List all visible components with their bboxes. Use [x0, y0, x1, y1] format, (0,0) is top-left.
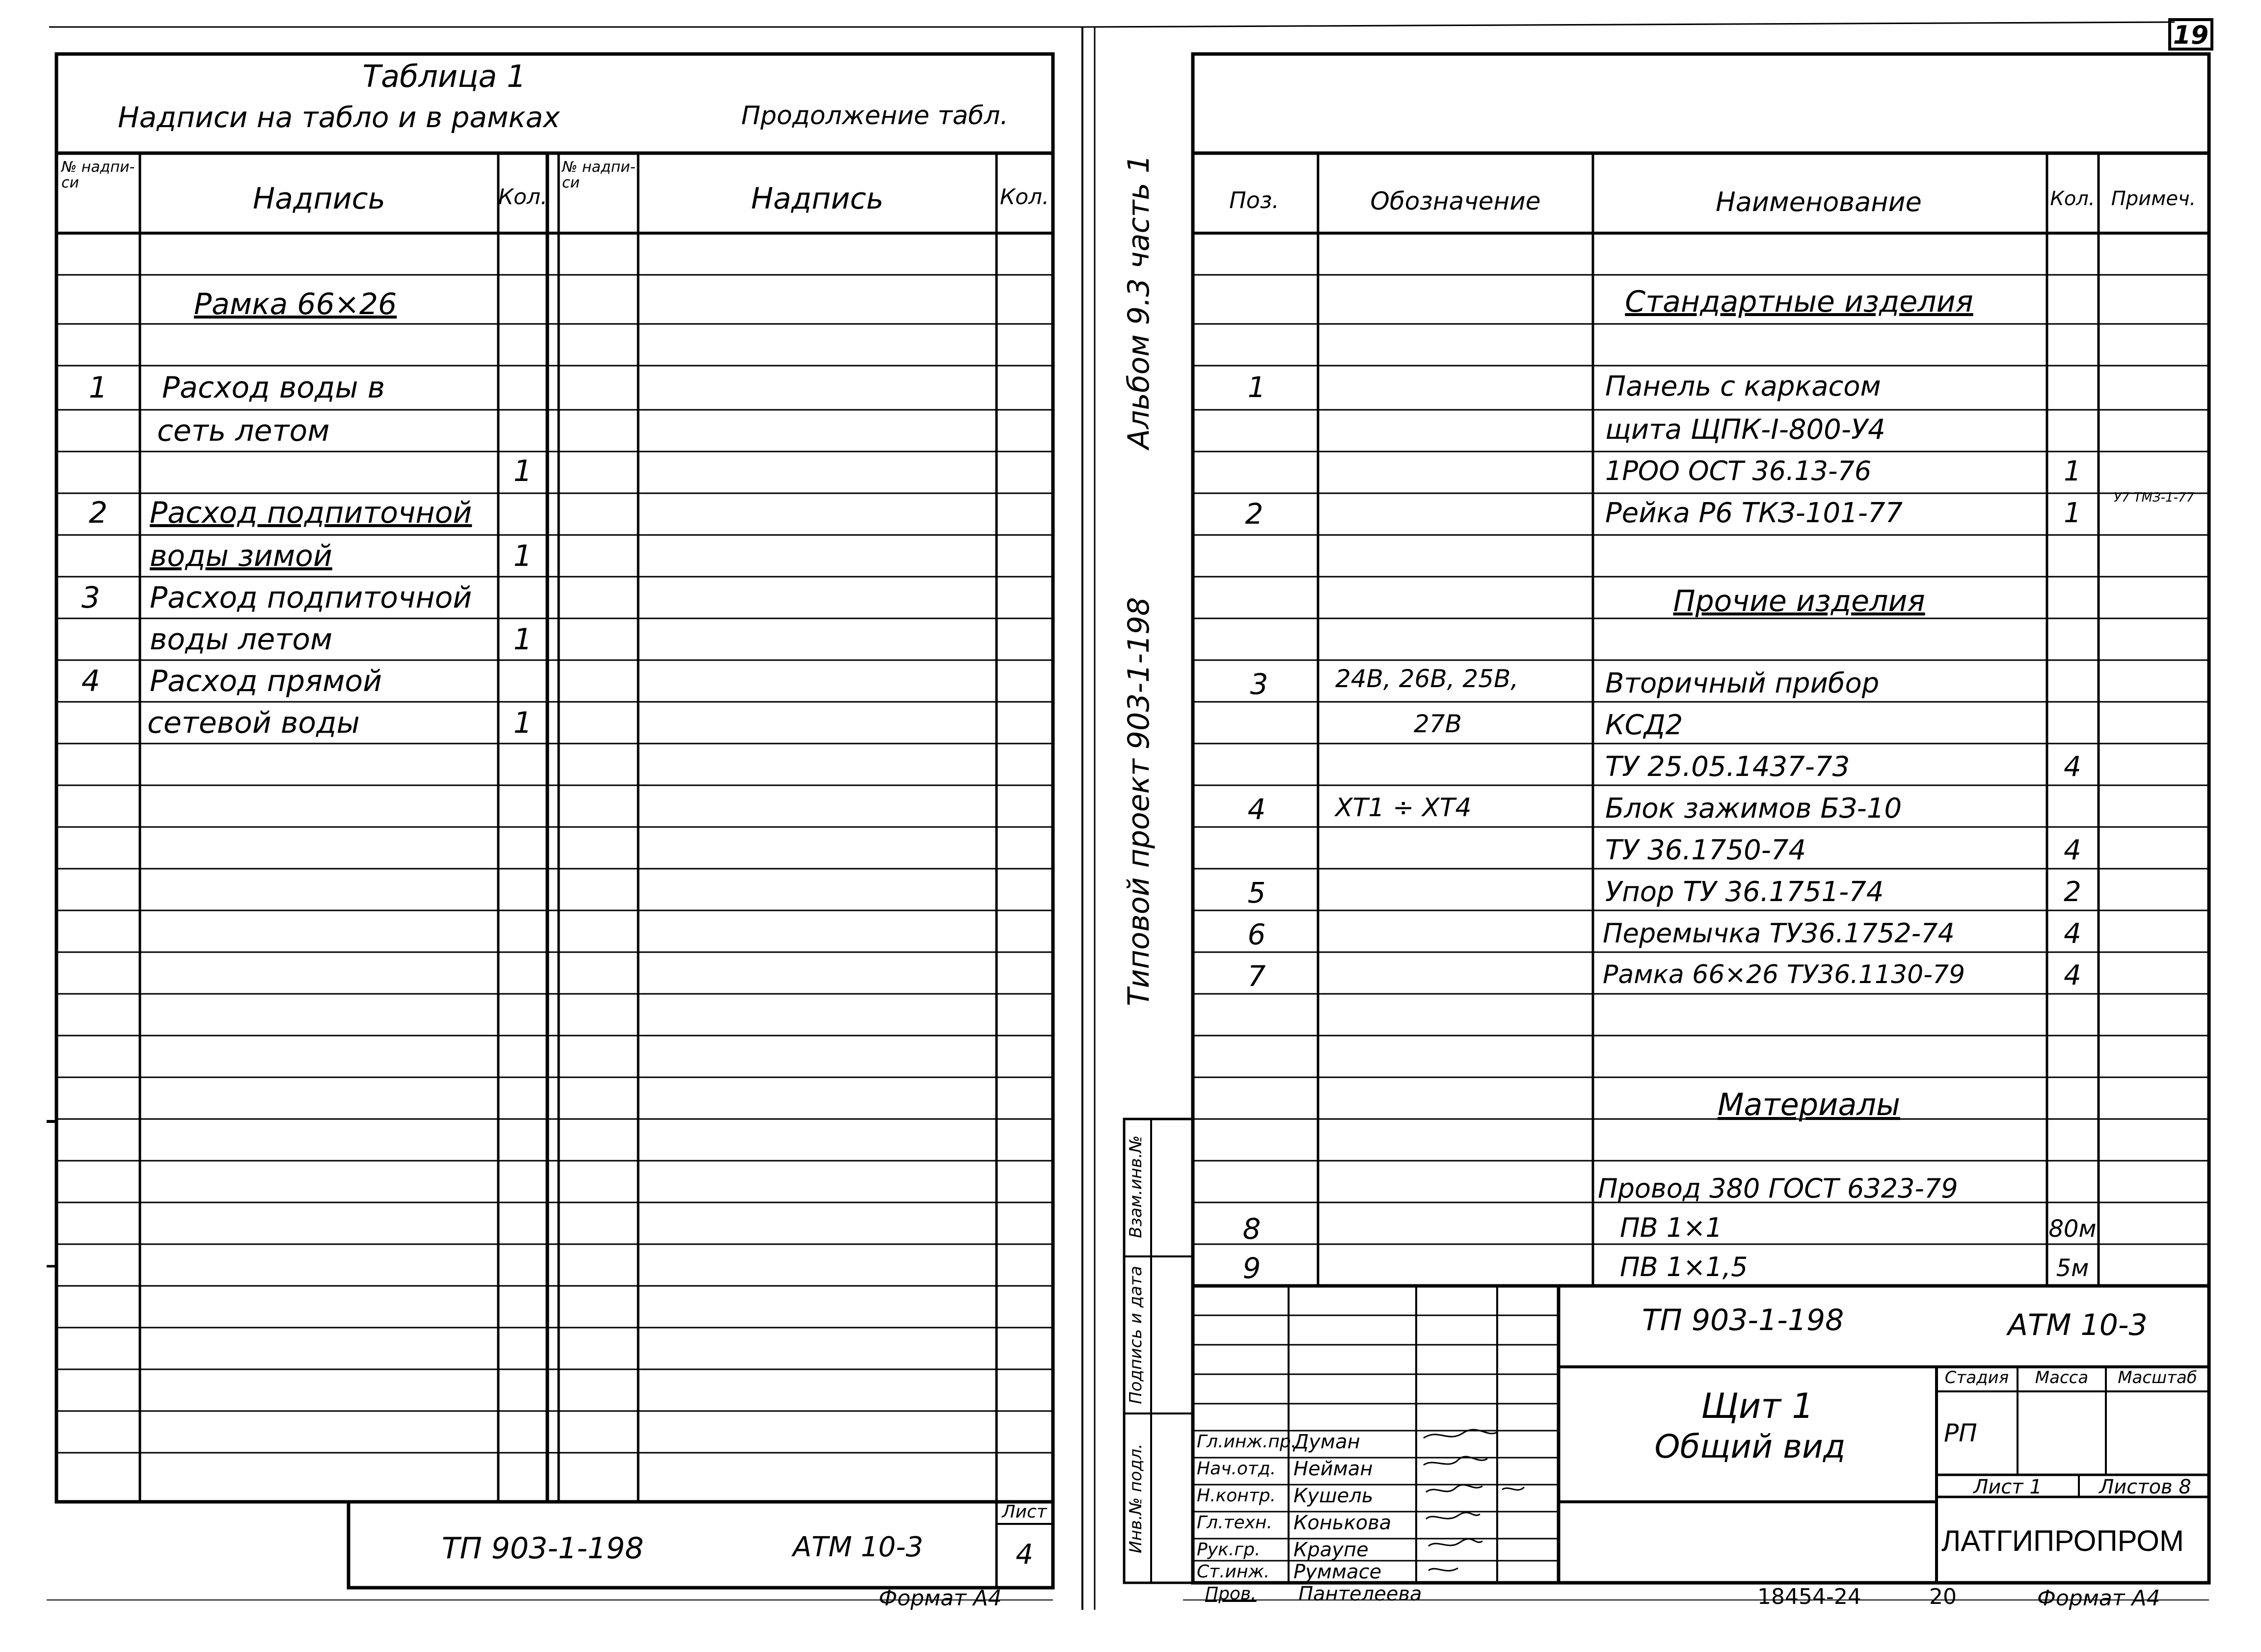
- row-pos: 7: [1247, 959, 1266, 993]
- project-label: Типовой проект 903-1-198: [1122, 597, 1156, 1006]
- role-name: Руммасе: [1293, 1561, 1382, 1583]
- row-name: Блок зажимов БЗ-10: [1605, 793, 1902, 825]
- row-text: Рамка 66×26: [194, 287, 397, 321]
- header-pos: Поз.: [1229, 187, 1279, 213]
- row-name: щита ЩПК-I-800-У4: [1605, 414, 1885, 446]
- row-pos: 8: [1242, 1212, 1261, 1246]
- row-pos: 5: [1247, 876, 1266, 909]
- row-text: сеть летом: [157, 414, 330, 448]
- role-name: Думан: [1293, 1431, 1360, 1453]
- row-name: ПВ 1×1: [1620, 1212, 1723, 1243]
- row-qty: 4: [2064, 751, 2081, 783]
- row-num: 4: [81, 664, 101, 698]
- row-qty: 4: [2064, 834, 2081, 866]
- row-text: сетевой воды: [147, 706, 360, 740]
- row-name: КСД2: [1605, 709, 1683, 741]
- row-num: 2: [88, 496, 108, 530]
- row-qty: 1: [513, 622, 533, 657]
- stage-label: Стадия: [1944, 1368, 2009, 1387]
- row-pos: 4: [1247, 793, 1266, 826]
- stage-value: РП: [1944, 1419, 1977, 1447]
- header-num: № надпи-си: [61, 159, 135, 191]
- row-text: воды летом: [150, 622, 333, 657]
- row-name: Панель с каркасом: [1605, 371, 1881, 402]
- role-name: Пантелеева: [1298, 1583, 1422, 1605]
- signatures: [1419, 1423, 1551, 1590]
- right-format: Формат А4: [2037, 1586, 2160, 1611]
- sheets-label: Листов 8: [2099, 1476, 2191, 1498]
- header-num-2: № надпи-си: [562, 159, 636, 191]
- row-qty: 1: [2064, 455, 2081, 487]
- role-name: Краупе: [1293, 1539, 1369, 1561]
- stamp-code: ТП 903-1-198: [442, 1531, 644, 1566]
- row-qty: 1: [2064, 497, 2081, 529]
- row-designation: 24В, 26В, 25В,: [1335, 665, 1519, 693]
- row-text: Расход воды в: [162, 371, 385, 405]
- role-label: Гл.техн.: [1197, 1513, 1272, 1533]
- header-label-2: Надпись: [751, 182, 884, 216]
- header-qty: Кол.: [2050, 187, 2095, 210]
- row-text: Расход подпиточной: [150, 496, 472, 530]
- row-num: 3: [81, 581, 101, 615]
- mass-label: Масса: [2035, 1368, 2089, 1387]
- row-pos: 9: [1242, 1252, 1261, 1285]
- row-pos: 6: [1247, 918, 1266, 951]
- header-note: Примеч.: [2111, 187, 2196, 210]
- row-text: Расход подпиточной: [150, 581, 472, 615]
- title-doc: АТМ 10-3: [2008, 1308, 2148, 1342]
- header-qty: Кол.: [498, 185, 548, 210]
- row-qty: 1: [513, 706, 533, 740]
- row-name: Рамка 66×26 ТУ36.1130-79: [1603, 960, 1965, 989]
- row-qty: 2: [2064, 876, 2081, 908]
- album-label: Альбом 9.3 часть 1: [1122, 154, 1156, 450]
- row-qty: 4: [2064, 959, 2081, 991]
- stamp-sheet: 4: [1016, 1539, 1033, 1571]
- row-name: ТУ 36.1750-74: [1605, 834, 1806, 866]
- role-name: Нейман: [1293, 1458, 1373, 1480]
- organization: ЛАТГИПРОПРОМ: [1941, 1524, 2184, 1557]
- role-label: Н.контр.: [1197, 1486, 1276, 1506]
- role-name: Конькова: [1293, 1512, 1392, 1534]
- role-name: Кушель: [1293, 1485, 1373, 1507]
- binding-replace-inv: Взам.инв.№: [1126, 1135, 1146, 1238]
- table-continuation: Продолжение табл.: [741, 101, 1009, 131]
- row-note: У7 ТМЗ-1-77: [2113, 490, 2195, 505]
- binding-signature-date: Подпись и дата: [1126, 1266, 1146, 1404]
- row-pos: 1: [1247, 371, 1266, 404]
- left-format: Формат А4: [879, 1586, 1002, 1611]
- row-pos: 3: [1250, 667, 1268, 701]
- stamp-sheet-label: Лист: [1002, 1502, 1047, 1522]
- stamp-doc: АТМ 10-3: [793, 1531, 923, 1563]
- row-qty: 4: [2064, 918, 2081, 950]
- table-title: Таблица 1: [362, 58, 526, 94]
- header-name: Наименование: [1716, 187, 1922, 217]
- title-code: ТП 903-1-198: [1642, 1303, 1844, 1337]
- row-name: 1РОО ОСТ 36.13-76: [1605, 455, 1872, 486]
- row-text: Расход прямой: [150, 664, 382, 698]
- archive-number: 18454-24: [1757, 1584, 1861, 1609]
- section-standard: Стандартные изделия: [1625, 285, 1973, 319]
- row-text: воды зимой: [150, 539, 332, 573]
- row-pos: 2: [1245, 497, 1264, 531]
- row-qty: 80м: [2048, 1215, 2097, 1243]
- title-line1: Щит 1: [1701, 1386, 1814, 1426]
- section-materials: Материалы: [1718, 1087, 1900, 1122]
- row-name: ТУ 25.05.1437-73: [1605, 751, 1850, 783]
- row-name: Вторичный прибор: [1605, 667, 1880, 699]
- section-other: Прочие изделия: [1673, 584, 1925, 618]
- row-name: ПВ 1×1,5: [1620, 1252, 1748, 1282]
- row-designation: ХТ1 ÷ ХТ4: [1335, 793, 1472, 823]
- row-name: Упор ТУ 36.1751-74: [1605, 876, 1884, 908]
- row-qty: 1: [513, 454, 533, 488]
- role-label: Пров.: [1205, 1584, 1257, 1604]
- sheet-label: Лист 1: [1973, 1476, 2042, 1498]
- row-num: 1: [88, 371, 108, 405]
- header-label: Надпись: [253, 182, 385, 216]
- role-label: Рук.гр.: [1197, 1540, 1261, 1560]
- row-name: Рейка Р6 ТКЗ-101-77: [1605, 497, 1903, 529]
- scale-label: Масштаб: [2118, 1368, 2197, 1387]
- title-line2: Общий вид: [1654, 1428, 1846, 1465]
- row-qty: 5м: [2056, 1254, 2089, 1282]
- row-qty: 1: [513, 539, 533, 573]
- copy-number: 20: [1929, 1584, 1957, 1609]
- role-label: Ст.инж.: [1197, 1562, 1270, 1582]
- row-name: Провод 380 ГОСТ 6323-79: [1598, 1173, 1958, 1204]
- role-label: Гл.инж.пр.: [1197, 1432, 1297, 1452]
- header-qty-2: Кол.: [999, 185, 1050, 210]
- binding-original-inv: Инв.№ подл.: [1126, 1443, 1146, 1553]
- row-name: Перемычка ТУ36.1752-74: [1603, 918, 1955, 949]
- table-subtitle: Надписи на табло и в рамках: [118, 101, 560, 134]
- header-designation: Обозначение: [1370, 187, 1541, 215]
- page-number: 19: [2173, 21, 2209, 50]
- row-designation: 27В: [1414, 710, 1462, 738]
- role-label: Нач.отд.: [1197, 1459, 1276, 1479]
